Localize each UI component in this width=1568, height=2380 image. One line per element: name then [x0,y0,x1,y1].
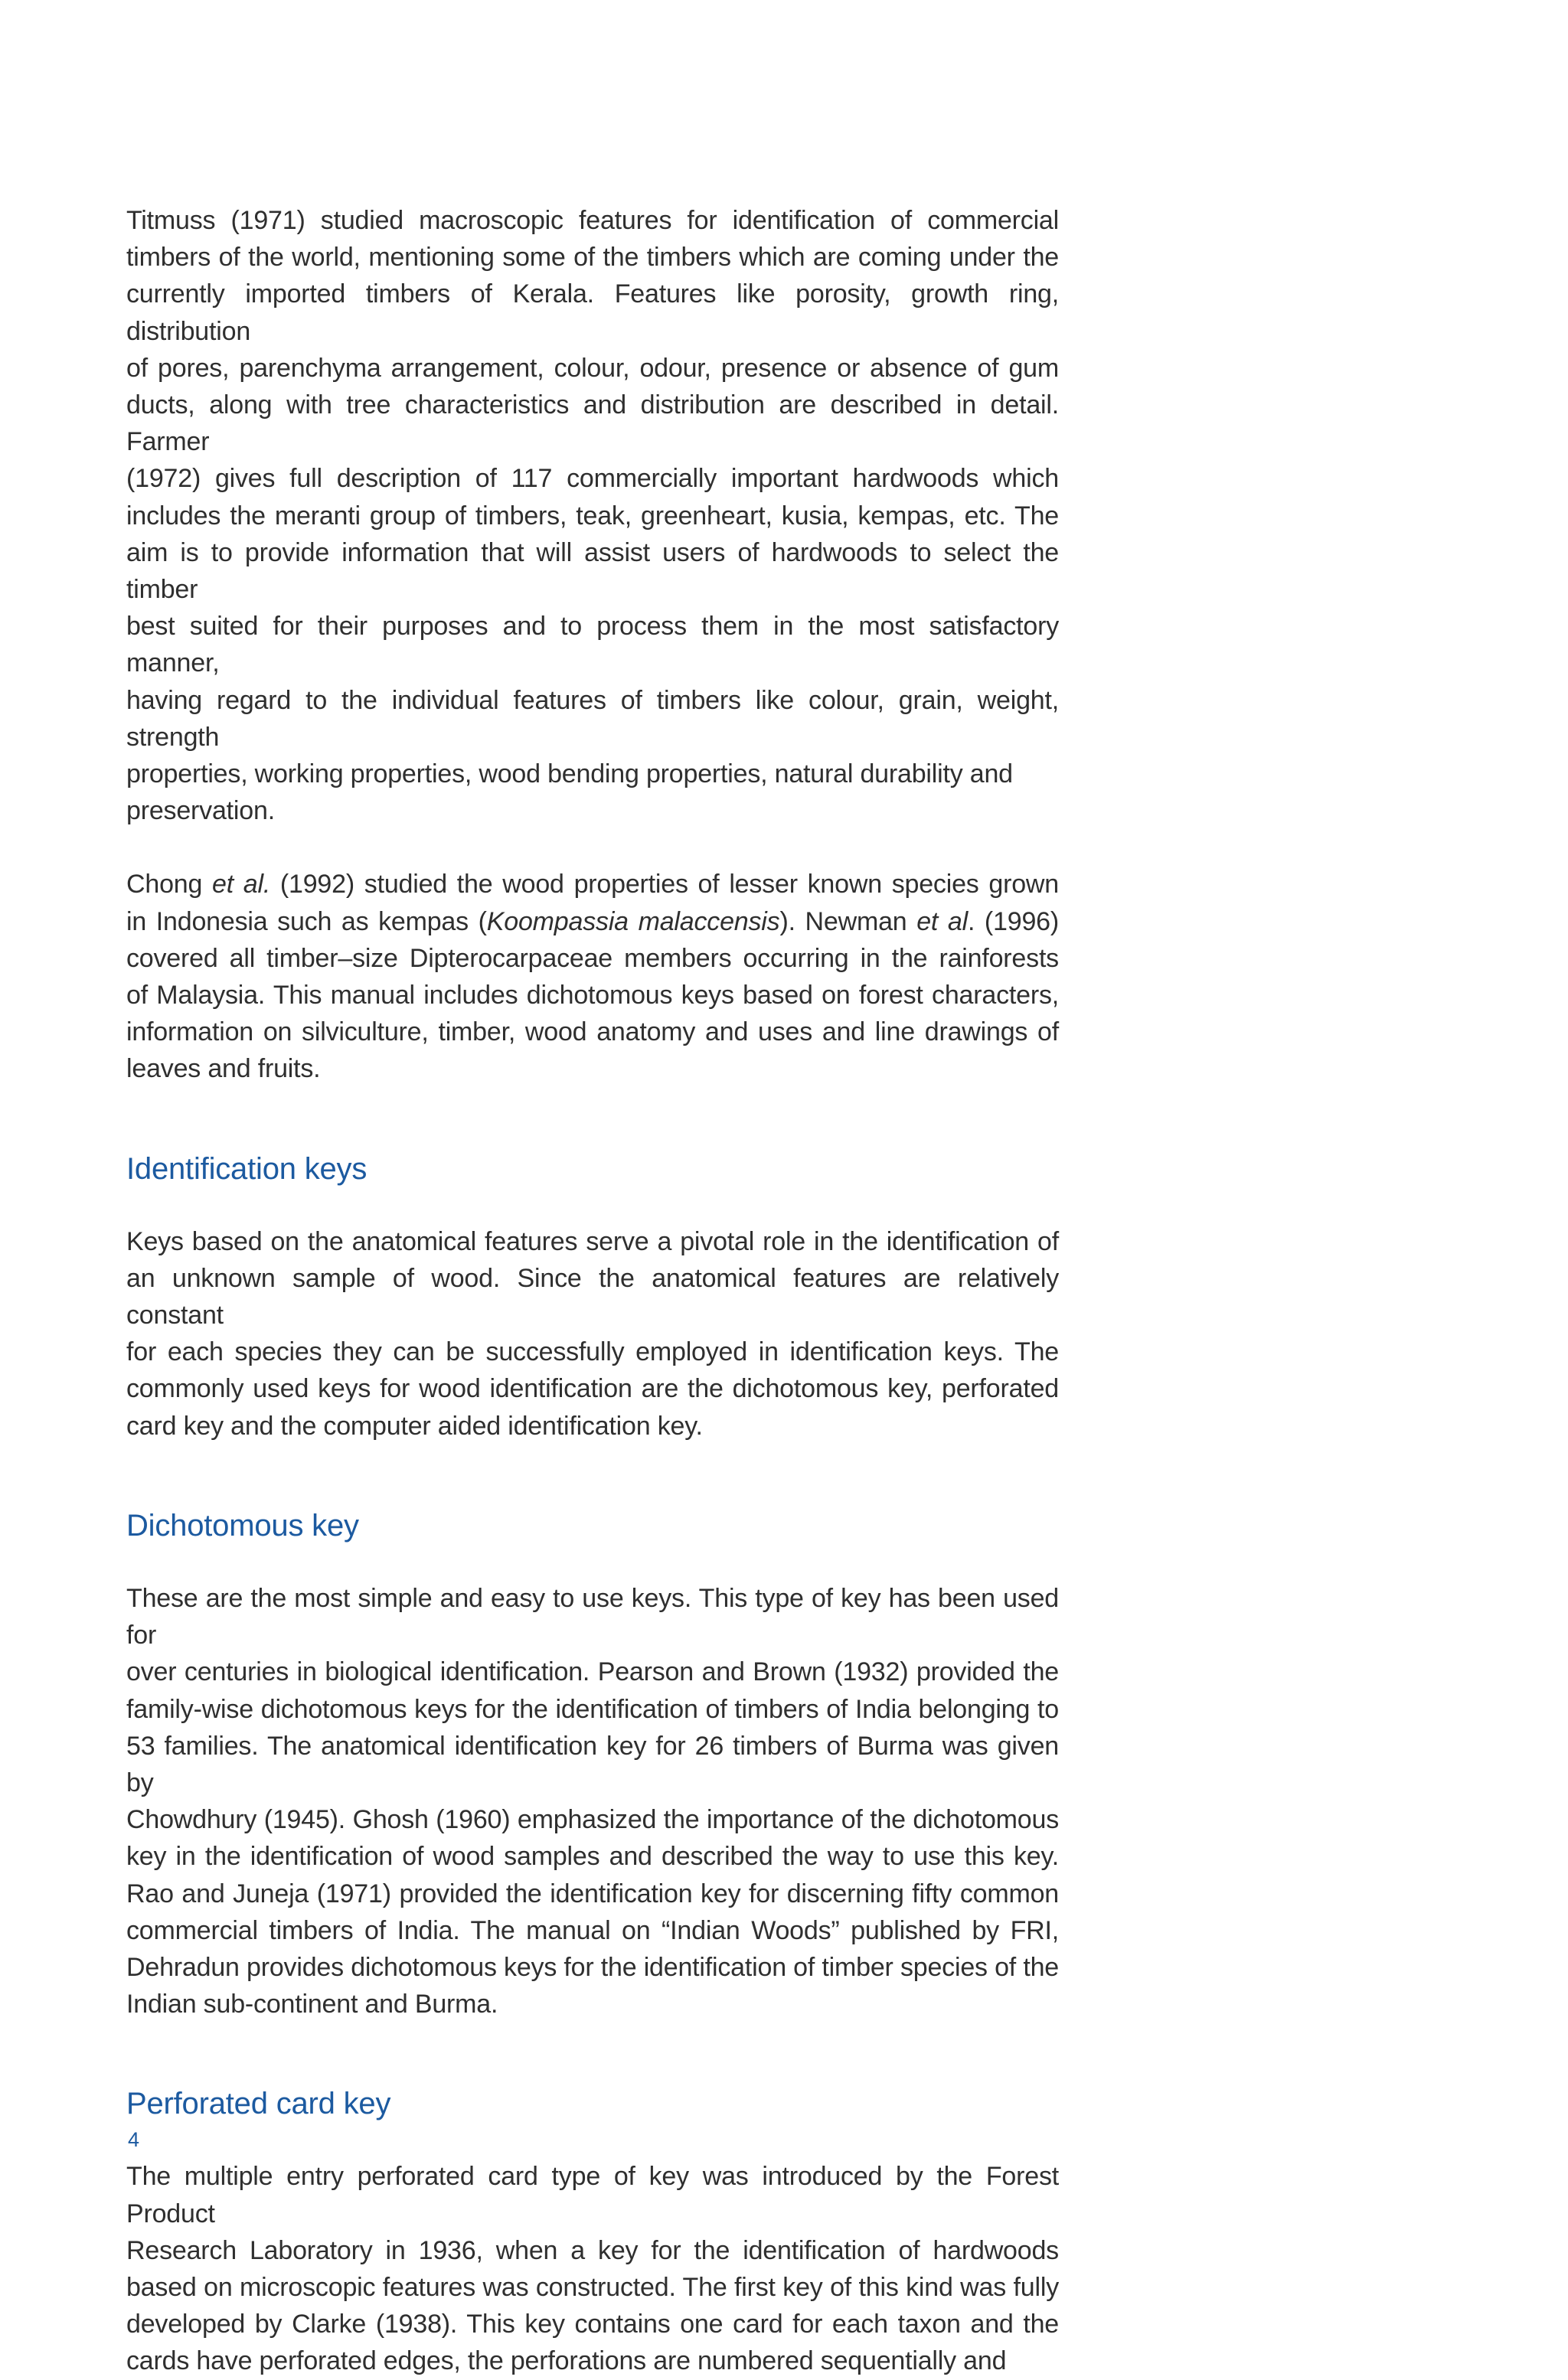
text-line: based on microscopic features was constructed. The first key of this kind was fully [126,2272,1059,2302]
text-line: Titmuss (1971) studied macroscopic features for identification of commercial [126,206,1059,235]
italic-text: Koompassia malaccensis [486,906,780,936]
text-line: (1972) gives full description of 117 commercially important hardwoods which [126,464,1059,494]
text-run: (1992) studied the wood properties of lesser known species grown [270,870,1059,899]
text-line [126,903,1059,940]
section-heading-perforated-card-key: Perforated card key [126,2087,391,2121]
paragraph-identification-keys [126,1223,1059,1445]
text-line: family-wise dichotomous keys for the identification of timbers of India belonging to [126,1694,1059,1724]
text-line: leaves and fruits. [126,1054,321,1084]
text-line: an unknown sample of wood. Since the anatomical features are relatively constant [126,1263,1059,1330]
text-line: of pores, parenchyma arrangement, colour, odour, presence or absence of gum [126,353,1059,383]
paragraph-chong [126,866,1059,1087]
text-line: 53 families. The anatomical identification key for 26 timbers of Burma was given by [126,1731,1059,1797]
text-line: timbers of the world, mentioning some of the timbers which are coming under the [126,243,1059,273]
text-line: over centuries in biological identification. Pearson and Brown (1932) provided the [126,1657,1059,1687]
text-line: commercial timbers of India. The manual on “Indian Woods” published by FRI, [126,1915,1059,1945]
text-line: developed by Clarke (1938). This key contains one card for each taxon and the [126,2310,1059,2339]
italic-text: et al. [212,870,271,899]
text-line: key in the identification of wood samples and described the way to use this key. [126,1842,1059,1872]
text-line: of Malaysia. This manual includes dichotomous keys based on forest characters, [126,981,1059,1010]
text-line: for each species they can be successfully employed in identification keys. The [126,1337,1059,1367]
text-line: covered all timber–size Dipterocarpaceae members occurring in the rainforests [126,943,1059,973]
text-run: Chong [126,870,212,899]
text-run: ). Newman [779,906,917,936]
text-run: . (1996) [967,906,1059,936]
text-line: Research Laboratory in 1936, when a key for the identification of hardwoods [126,2235,1059,2265]
section-heading-identification-keys: Identification keys [126,1151,368,1186]
text-line: These are the most simple and easy to use keys. This type of key has been used for [126,1583,1059,1650]
text-line: ducts, along with tree characteristics and distribution are described in detail. Farmer [126,390,1059,457]
text-line: Chowdhury (1945). Ghosh (1960) emphasized the importance of the dichotomous [126,1805,1059,1835]
text-line: aim is to provide information that will assist users of hardwoods to select the timber [126,537,1059,605]
section-heading-dichotomous-key: Dichotomous key [126,1508,359,1543]
text-line: card key and the computer aided identification key. [126,1411,703,1441]
paragraph-perforated-card-key [126,2158,1059,2379]
text-line: Dehradun provides dichotomous keys for the identification of timber species of the [126,1952,1059,1982]
paragraph-dichotomous-key [126,1580,1059,2023]
italic-text: et al [916,906,968,936]
text-line: The multiple entry perforated card type of key was introduced by the Forest Product [126,2162,1059,2228]
text-line: cards have perforated edges, the perforations are numbered sequentially and [126,2346,1007,2376]
paragraph-titmuss [126,202,1059,829]
text-run: in Indonesia such as kempas ( [126,906,487,936]
text-line: commonly used keys for wood identification are the dichotomous key, perforated [126,1374,1059,1404]
page-number: 4 [128,2128,140,2151]
page-content [126,202,1059,2380]
text-line: best suited for their purposes and to process them in the most satisfactory manner, [126,612,1059,678]
text-line: Rao and Juneja (1971) provided the identification key for discerning fifty common [126,1879,1059,1908]
text-line [126,866,1059,903]
text-line: having regard to the individual features of timbers like colour, grain, weight, strength [126,685,1059,752]
text-line: Keys based on the anatomical features serve a pivotal role in the identification of [126,1226,1059,1256]
text-line: properties, working properties, wood bending properties, natural durability and [126,759,1013,789]
text-line: currently imported timbers of Kerala. Features like porosity, growth ring, distribution [126,279,1059,346]
text-line: Indian sub-continent and Burma. [126,1990,498,2019]
text-line: information on silviculture, timber, wood anatomy and uses and line drawings of [126,1017,1059,1047]
text-line: preservation. [126,796,275,826]
text-line: includes the meranti group of timbers, teak, greenheart, kusia, kempas, etc. The [126,501,1059,531]
